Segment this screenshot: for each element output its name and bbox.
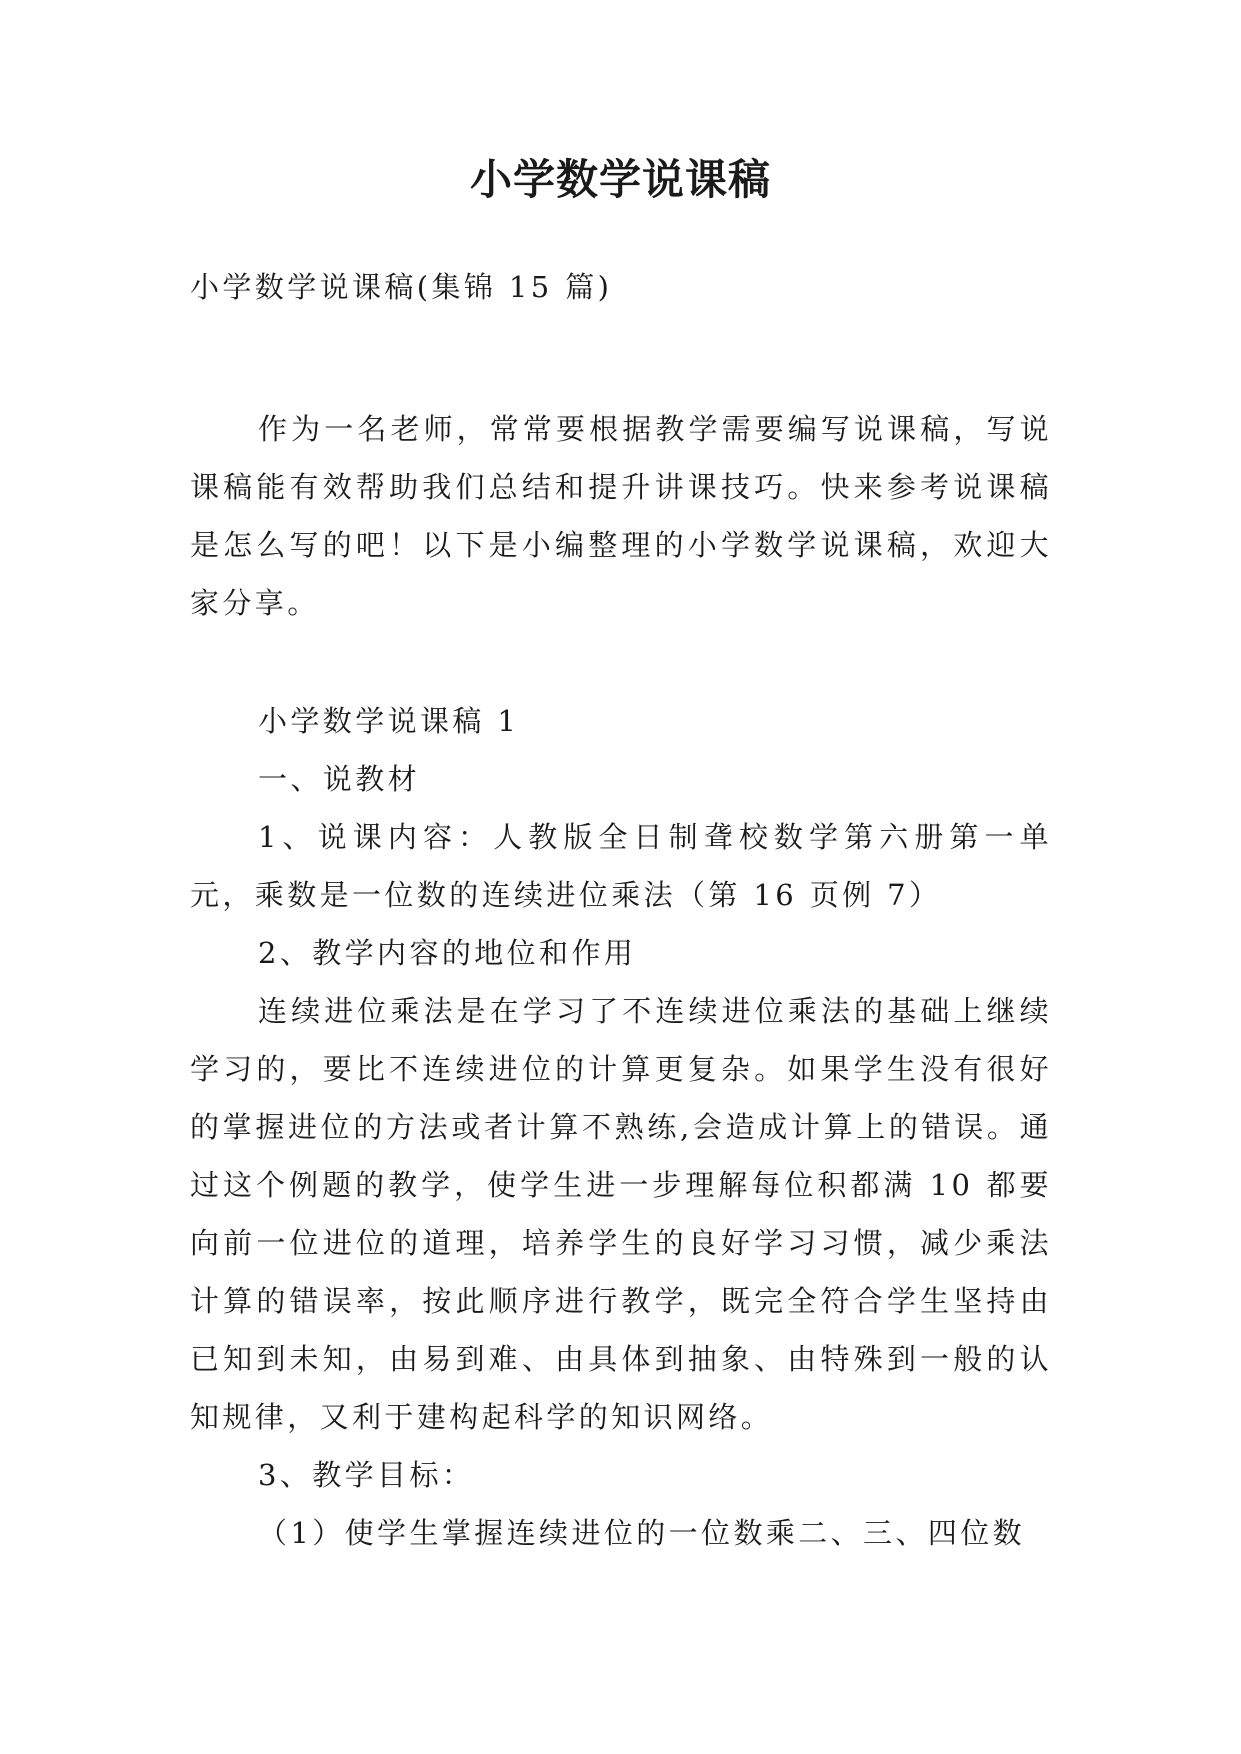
body-paragraph: 连续进位乘法是在学习了不连续进位乘法的基础上继续学习的，要比不连续进位的计算更复杂。如果学生没有很好的掌握进位的方法或者计算不熟练,会造成计算上的错误。通过这个例题的教学，使学生进一步理解每位积都满 10 都要向前一位进位的道理，培养学生的良好学习习惯，减少乘法计算的错误率，按此顺序进行教学，既完全符合学生坚持由已知到未知，由易到难、由具体到抽象、由特殊到一般的认知规律，又利于建构起科学的知识网络。 (190, 994, 1052, 1434)
section-heading: 小学数学说课稿 1 (258, 704, 520, 738)
main-section (190, 692, 1052, 1562)
intro-paragraph: 作为一名老师，常常要根据教学需要编写说课稿，写说课稿能有效帮助我们总结和提升讲课技巧。快来参考说课稿是怎么写的吧！以下是小编整理的小学数学说课稿，欢迎大家分享。 (190, 412, 1052, 620)
subtitle-text: 小学数学说课稿(集锦 15 篇) (190, 270, 613, 304)
document-subtitle (190, 258, 1052, 316)
intro-section (190, 400, 1052, 632)
list-item: 3、教学目标： (258, 1458, 475, 1492)
chapter-heading: 一、说教材 (258, 762, 421, 796)
document-title: 小学数学说课稿 (469, 155, 771, 204)
list-item: （1）使学生掌握连续进位的一位数乘二、三、四位数 (258, 1516, 1026, 1550)
list-item: 1、说课内容：人教版全日制聋校数学第六册第一单元，乘数是一位数的连续进位乘法（第 16 页例 7） (190, 820, 1052, 912)
list-item: 2、教学内容的地位和作用 (258, 936, 637, 970)
